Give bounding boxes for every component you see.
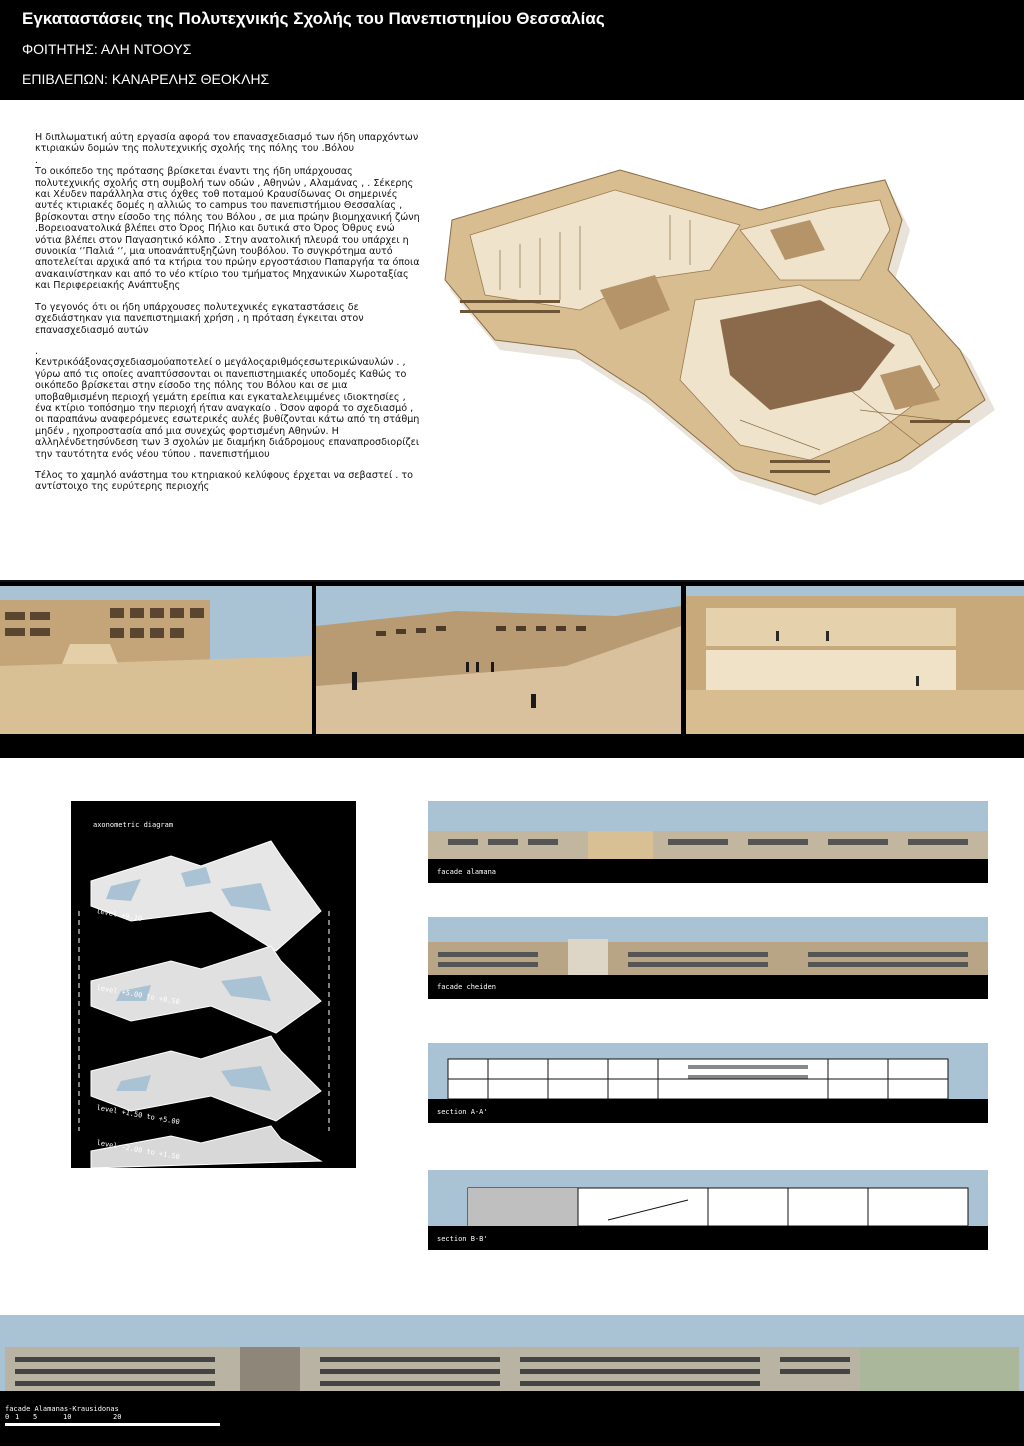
section-aa-panel (428, 1043, 988, 1123)
section-bb-panel (428, 1170, 988, 1250)
page-title: Εγκαταστάσεις της Πολυτεχνικής Σχολής του Πανεπιστημίου Θεσσαλίας (22, 9, 605, 28)
scale-tick: 10 (63, 1413, 72, 1421)
level-label: level -2.00 to +1.50 (95, 1138, 181, 1162)
drawing-label: section A-A' (437, 1108, 488, 1116)
scale-tick: 5 (33, 1413, 38, 1421)
supervisor-name: ΕΠΙΒΛΕΠΩΝ: ΚΑΝΑΡΕΛΗΣ ΘΕΟΚΛΗΣ (22, 71, 270, 87)
drawing-label: section B-B' (437, 1235, 488, 1243)
level-label: level +1.50 to +5.00 (95, 1103, 181, 1127)
facade-cheiden-panel (428, 917, 988, 999)
section-aa-drawing (428, 1043, 988, 1099)
description-paragraph: . Κεντρικόάξοναςσχεδιασμούαποτελεί ο μεγάλοςαριθμόςεσωτερικώναυλών . , γύρω από τις οποίες αναπτύσσονται οι πανεπιστημιακές υποδομές Καθώς το οικόπεδο βρίσκεται στην είσοδο της πόλης του Βόλου και σε μια υποβαθμισμένη περιοχή γεμάτη ερείπια και εγκαταλελειμμένες ιδιοκτησίες , ένα κτίριο τοπόσημο την περιοχή ήταν αναγκαίο . Όσον αφορά το σχεδιασμό , οι παραπάνω αναφερόμενες εσωτερικές αυλές βυθίζονται κάτω από τη στάθμη μηδέν , ηχοπροστασία από μια συνεχώς φορτισμένη Αθηνών. Η αλληλένδετησύνδεση των 3 σχολών με διαμήκη διάδρομους επαναπροσδιορίζει την ταυτότητα ενός νέου τύπου . πανεπιστήμιου (35, 345, 420, 460)
bottom-facade-panel (0, 1315, 1024, 1446)
model-illustration (445, 170, 995, 505)
model-photo (440, 160, 1020, 510)
drawing-label: facade cheiden (437, 983, 497, 991)
scale-tick: 0 (5, 1413, 10, 1421)
description-paragraph: Η διπλωματική αύτη εργασία αφορά τον επανασχεδιασμό των ήδη υπαρχόντων κτιριακών δομών της πολυτεχνικής σχολής της πόλης του .Βόλου . Το οικόπεδο της πρότασης βρίσκεται έναντι της ήδη υπάρχουσας πολυτεχνικής σχολής στη συμβολή των οδών , Αθηνών , Αλαμάνας , . Σέκερης και Χέυδεν παράλληλα στις όχθες τοθ ποταμού Κραυσίδωνας Οι σημερινές αυτές κτιριακές δομές η αλλιώς το campus του πανεπιστήμιου Θεσσαλίας , βρίσκονται στην είσοδο της πόλης του Βόλου , σε μια πρώην βιομηχανική ζώνη .Βορειοανατολικά βλέπει στο Όρος Πήλιο και δυτικά στο Όρος Όθρυς ενώ νότια βλέπει στον Παγασητικό κόλπο . Στην ανατολική πλευρά του υπάρχει η συνοικία ‘’Παλιά ‘’, μια υποανάπτυξηζώνη τουβόλου. Το συγκρότημα αυτό αποτελείται αρχικά από τα κτήρια του πρώην εργοστάσιου Παπαργήα τα όποια ανακαινίστηκαν και από το νέο κτίριο του τμήματος Μηχανικών Χωροταξίας και Περιφερειακής Ανάπτυξης (35, 132, 420, 292)
photo-strip (0, 582, 1024, 758)
facade-alamana-drawing (428, 801, 988, 859)
scale-tick: 20 (113, 1413, 122, 1421)
model-photo-1 (0, 586, 312, 734)
drawing-label: facade alamana (437, 868, 497, 876)
description-paragraph: Τέλος το χαμηλό ανάστημα του κτηριακού κελύφους έρχεται να σεβαστεί . το αντίστοιχο της ευρύτερης περιοχής (35, 469, 414, 493)
section-bb-drawing (428, 1170, 988, 1226)
bottom-facade-drawing (0, 1315, 1024, 1391)
facade-cheiden-drawing (428, 917, 988, 975)
axonometric-title: axonometric diagram (93, 821, 174, 829)
model-photo-3 (686, 586, 1024, 734)
level-label: level +9.10 (95, 907, 143, 923)
student-name: ΦΟΙΤΗΤΗΣ: ΑΛΗ ΝΤΟΟΥΣ (22, 41, 192, 57)
scale-bar-line (5, 1423, 220, 1426)
bottom-facade-label: facade Alamanas-Krausidonas (5, 1405, 119, 1413)
description-paragraph: Το γεγονός ότι οι ήδη υπάρχουσες πολυτεχνικές εγκαταστάσεις δε σχεδιάστηκαν για πανεπιστημιακή χρήση , η πρόταση έγκειται στον επανασχεδιασμό αυτών (35, 301, 364, 336)
header-banner (0, 0, 1024, 100)
model-photo-2 (316, 586, 681, 734)
level-label: level +5.00 to +8.50 (95, 983, 181, 1007)
level-plate (91, 841, 321, 951)
facade-alamana-panel (428, 801, 988, 883)
axonometric-panel (71, 801, 356, 1168)
project-description (35, 132, 420, 503)
scale-tick: 1 (15, 1413, 20, 1421)
scale-bar (5, 1413, 220, 1429)
